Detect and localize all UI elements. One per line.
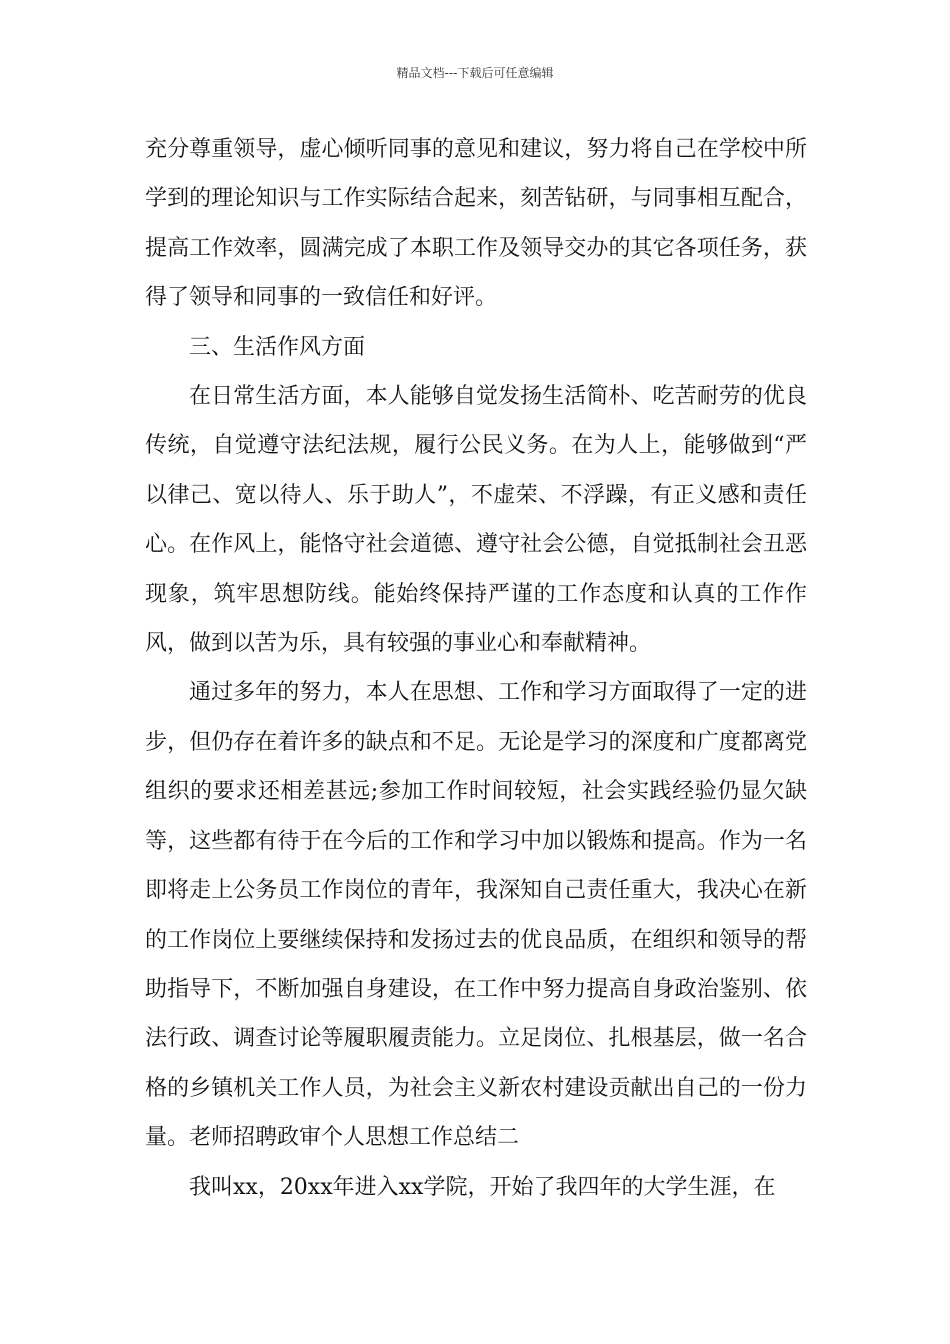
section-heading: 三、生活作风方面 <box>189 334 366 360</box>
paragraph: 充分尊重领导，虚心倾听同事的意见和建议，努力将自己在学校中所学到的理论知识与工作实际结合起来，刻苦钻研，与同事相互配合，提高工作效率，圆满完成了本职工作及领导交办的其它各项任务，获得了领导和同事的一致信任和好评。 <box>145 137 807 311</box>
document-body <box>145 125 807 1212</box>
paragraph: 在日常生活方面，本人能够自觉发扬生活简朴、吃苦耐劳的优良传统，自觉遵守法纪法规，履行公民义务。在为人上，能够做到“严以律己、宽以待人、乐于助人”，不虚荣、不浮躁，有正义感和责任心。在作风上，能恪守社会道德、遵守社会公德，自觉抵制社会丑恶现象，筑牢思想防线。能始终保持严谨的工作态度和认真的工作作风，做到以苦为乐，具有较强的事业心和奉献精神。 <box>145 384 807 657</box>
paragraph: 通过多年的努力，本人在思想、工作和学习方面取得了一定的进步，但仍存在着许多的缺点和不足。无论是学习的深度和广度都离党组织的要求还相差甚远;参加工作时间较短，社会实践经验仍显欠缺等，这些都有待于在今后的工作和学习中加以锻炼和提高。作为一名即将走上公务员工作岗位的青年，我深知自己责任重大，我决心在新的工作岗位上要继续保持和发扬过去的优良品质，在组织和领导的帮助指导下，不断加强自身建设，在工作中努力提高自身政治鉴别、依法行政、调查讨论等履职履责能力。立足岗位、扎根基层，做一名合格的乡镇机关工作人员，为社会主义新农村建设贡献出自己的一份力量。老师招聘政审个人思想工作总结二 <box>145 680 807 1151</box>
page-header: 精品文档---下载后可任意编辑 <box>396 66 554 80</box>
paragraph: 我叫xx，20xx年进入xx学院，开始了我四年的大学生涯，在 <box>189 1174 776 1200</box>
